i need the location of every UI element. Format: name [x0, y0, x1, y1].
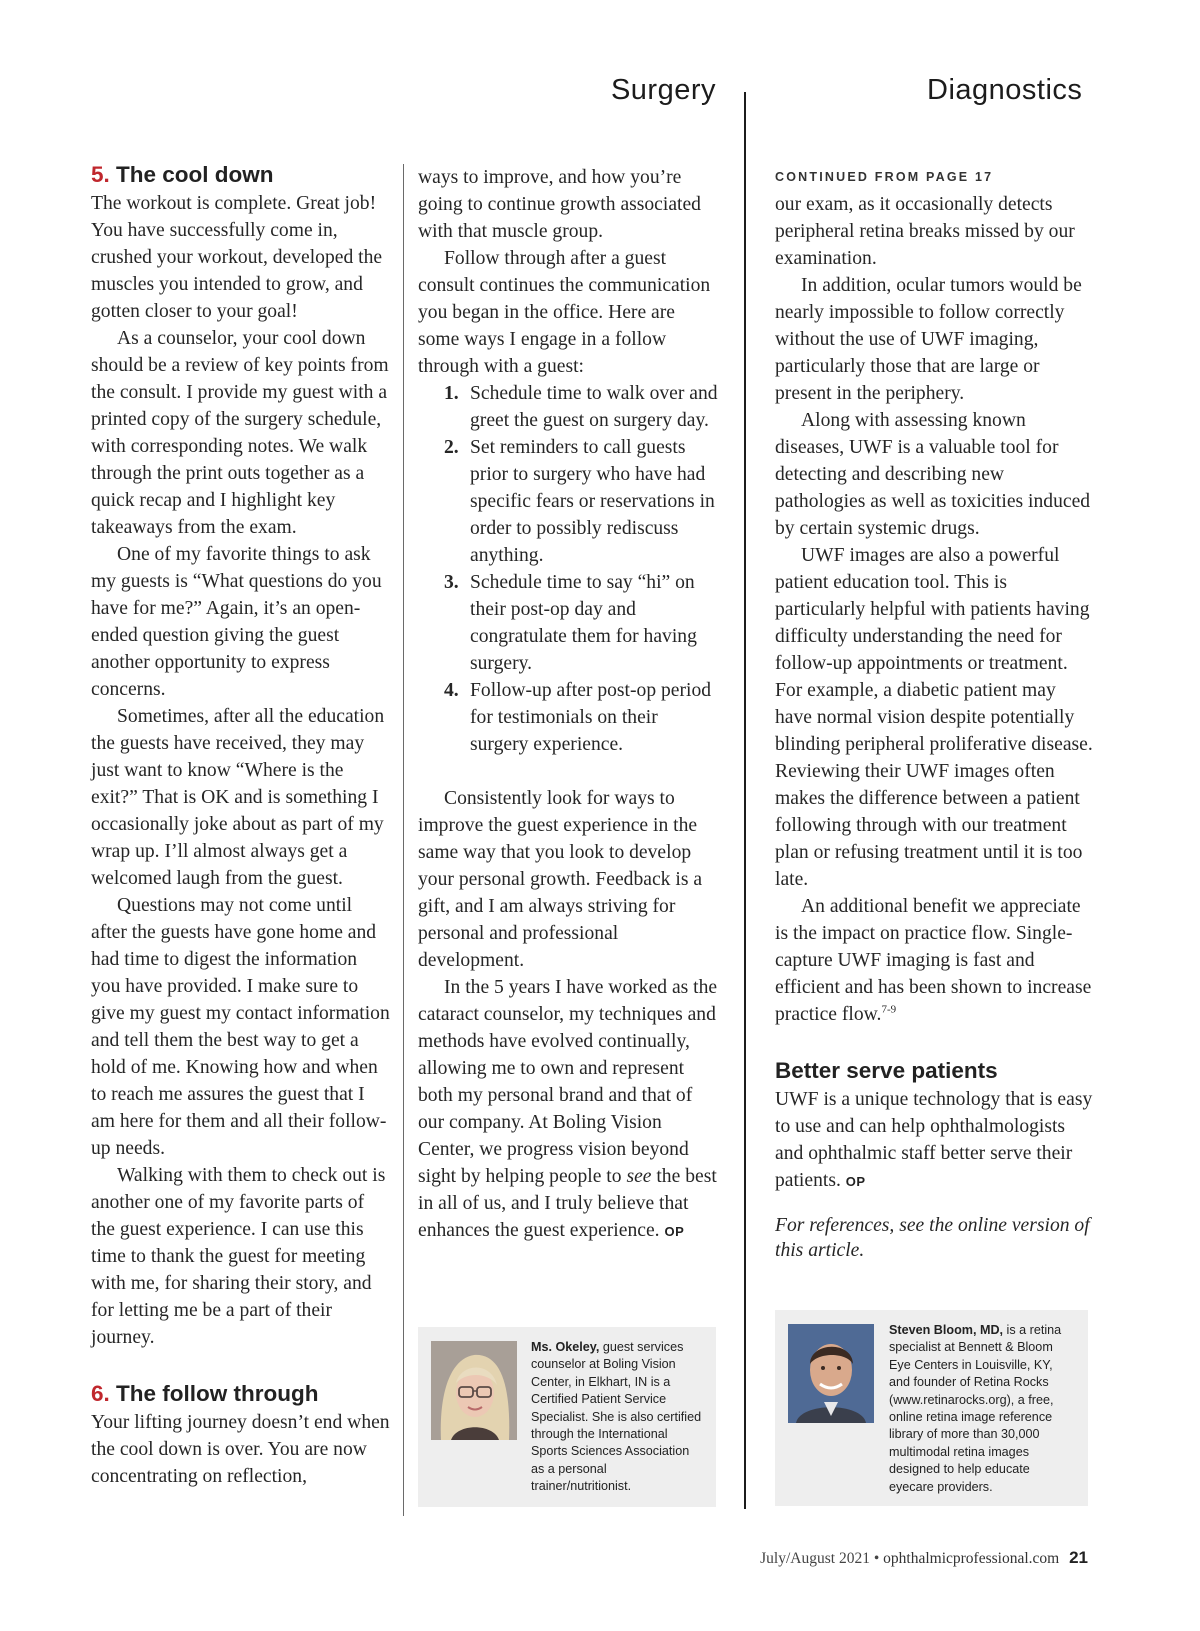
body-paragraph [418, 974, 720, 1245]
column-divider-rule [403, 164, 404, 1516]
author-photo [788, 1324, 874, 1423]
author-name: Ms. Okeley, [531, 1340, 600, 1354]
page-footer [760, 1548, 1088, 1568]
author-bio-text [531, 1339, 703, 1496]
author-description: guest services counselor at Boling Vision Center, in Elkhart, IN is a Certified Patient Service Specialist. She is also certified through the International Sports Sciences Association as a personal trainer/nutritionist. [531, 1340, 702, 1494]
body-paragraph: our exam, as it occasionally detects peripheral retina breaks missed by our examination. [775, 194, 1075, 269]
list-text: Follow-up after post-op period for testimonials on their surgery experience. [470, 680, 712, 755]
list-number: 2. [444, 437, 459, 458]
end-mark: OP [845, 1174, 866, 1189]
body-paragraph: Follow through after a guest consult continues the communication you began in the office. Here are some ways I engage in a follow through with a guest: [418, 248, 711, 377]
list-text: Set reminders to call guests prior to surgery who have had specific fears or reservations in order to possibly rediscuss anything. [470, 437, 715, 566]
body-text: the best in all of us, and I truly believe that enhances the guest experience. [418, 1166, 717, 1241]
references-note: For references, see the online version of this article. [775, 1215, 1090, 1261]
section-label-diagnostics: Diagnostics [927, 74, 1083, 106]
author-description: is a retina specialist at Bennett & Bloom Eye Centers in Louisville, KY, and founder of Retina Rocks (www.retinarocks.org), a free, online retina image reference library of more than 30,000 multimodal retina images designed to help educate eyecare providers. [889, 1323, 1062, 1494]
emphasis-text: see [626, 1166, 652, 1187]
subhead-better-serve: Better serve patients [775, 1058, 998, 1083]
author-bio-box [418, 1327, 716, 1507]
author-bio-box [775, 1310, 1088, 1506]
website-url: ophthalmicprofessional.com [883, 1550, 1060, 1567]
body-paragraph: ways to improve, and how you’re going to continue growth associated with that muscle group. [418, 167, 701, 242]
follow-through-list [418, 380, 720, 758]
list-item [444, 569, 720, 677]
list-number: 3. [444, 572, 459, 593]
section-label-surgery: Surgery [610, 74, 716, 106]
list-item [444, 380, 720, 434]
list-item [444, 677, 720, 758]
body-paragraph: Questions may not come until after the guests have gone home and had time to digest the information you have provided. I make sure to give my guest my contact information and tell them the best way to get a hold of me. Knowing how and when to reach me assures the guest that I am here for them and all their follow-up needs. [91, 895, 390, 1159]
body-paragraph: As a counselor, your cool down should be a review of key points from the consult. I provide my guest with a printed copy of the surgery schedule, with corresponding notes. We walk through the print outs together as a quick recap and I highlight key takeaways from the exam. [91, 328, 389, 538]
body-paragraph: In addition, ocular tumors would be nearly impossible to follow correctly without the use of UWF imaging, particularly those that are large or present in the periphery. [775, 275, 1082, 404]
list-text: Schedule time to say “hi” on their post-op day and congratulate them for having surgery. [470, 572, 697, 674]
article-column-3 [775, 164, 1095, 1263]
list-item [444, 434, 720, 569]
body-text: In the 5 years I have worked as the cataract counselor, my techniques and methods have evolved continually, allowing me to own and represent both my personal brand and that of our company. At Boling Vision Center, we progress vision beyond sight by helping people to [418, 977, 718, 1187]
body-paragraph: The workout is complete. Great job! You have successfully come in, crushed your workout, developed the muscles you intended to grow, and gotten closer to your goal! [91, 193, 383, 322]
subhead-follow-through [91, 1379, 391, 1409]
body-paragraph: UWF images are also a powerful patient education tool. This is particularly helpful with patients having difficulty understanding the need for follow-up appointments or treatment. For example, a diabetic patient may have normal vision despite potentially blinding peripheral proliferative disease. Reviewing their UWF images often makes the difference between a patient following through with our treatment plan or refusing treatment until it is too late. [775, 545, 1093, 890]
issue-date: July/August 2021 [760, 1550, 870, 1567]
subhead-number: 5. [91, 162, 110, 187]
continued-kicker: CONTINUED FROM PAGE 17 [775, 170, 994, 184]
body-text: UWF is a unique technology that is easy to use and can help ophthalmologists and ophthalmic staff better serve their patients. [775, 1089, 1093, 1191]
section-divider-rule [744, 92, 746, 1509]
subhead-cool-down [91, 160, 391, 190]
body-paragraph: Your lifting journey doesn’t end when the cool down is over. You are now concentrating on reflection, [91, 1412, 390, 1487]
list-number: 4. [444, 680, 459, 701]
subhead-number: 6. [91, 1381, 110, 1406]
body-paragraph: Walking with them to check out is another one of my favorite parts of the guest experience. I can use this time to thank the guest for meeting with me, for sharing their story, and for letting me be a part of their journey. [91, 1165, 386, 1348]
body-paragraph [775, 1086, 1095, 1195]
author-photo [431, 1341, 517, 1440]
subhead-text: The cool down [116, 162, 274, 187]
list-number: 1. [444, 383, 459, 404]
author-bio-text [889, 1322, 1077, 1496]
body-text: An additional benefit we appreciate is the impact on practice flow. Single-capture UWF imaging is fast and efficient and has been shown to increase practice flow. [775, 896, 1092, 1025]
end-mark: OP [664, 1224, 685, 1239]
body-paragraph: Consistently look for ways to improve the guest experience in the same way that you look to develop your personal growth. Feedback is a gift, and I am always striving for personal and professional development. [418, 788, 703, 971]
bullet-separator: • [873, 1550, 880, 1567]
reference-superscript: 7-9 [881, 1003, 897, 1016]
article-column-2 [418, 164, 720, 1245]
body-paragraph: One of my favorite things to ask my guests is “What questions do you have for me?” Again, it’s an open-ended question giving the guest another opportunity to express concerns. [91, 544, 382, 700]
subhead-text: The follow through [116, 1381, 319, 1406]
body-paragraph: Along with assessing known diseases, UWF is a valuable tool for detecting and describing new pathologies as well as toxicities induced by certain systemic drugs. [775, 410, 1091, 539]
page-number: 21 [1069, 1548, 1088, 1567]
article-column-1 [91, 160, 391, 1490]
list-text: Schedule time to walk over and greet the guest on surgery day. [470, 383, 718, 431]
body-paragraph [775, 893, 1095, 1028]
body-paragraph: Sometimes, after all the education the guests have received, they may just want to know “Where is the exit?” That is OK and is something I occasionally joke about as part of my wrap up. I’ll almost always get a welcomed laugh from the guest. [91, 706, 385, 889]
author-name: Steven Bloom, MD, [889, 1323, 1004, 1337]
